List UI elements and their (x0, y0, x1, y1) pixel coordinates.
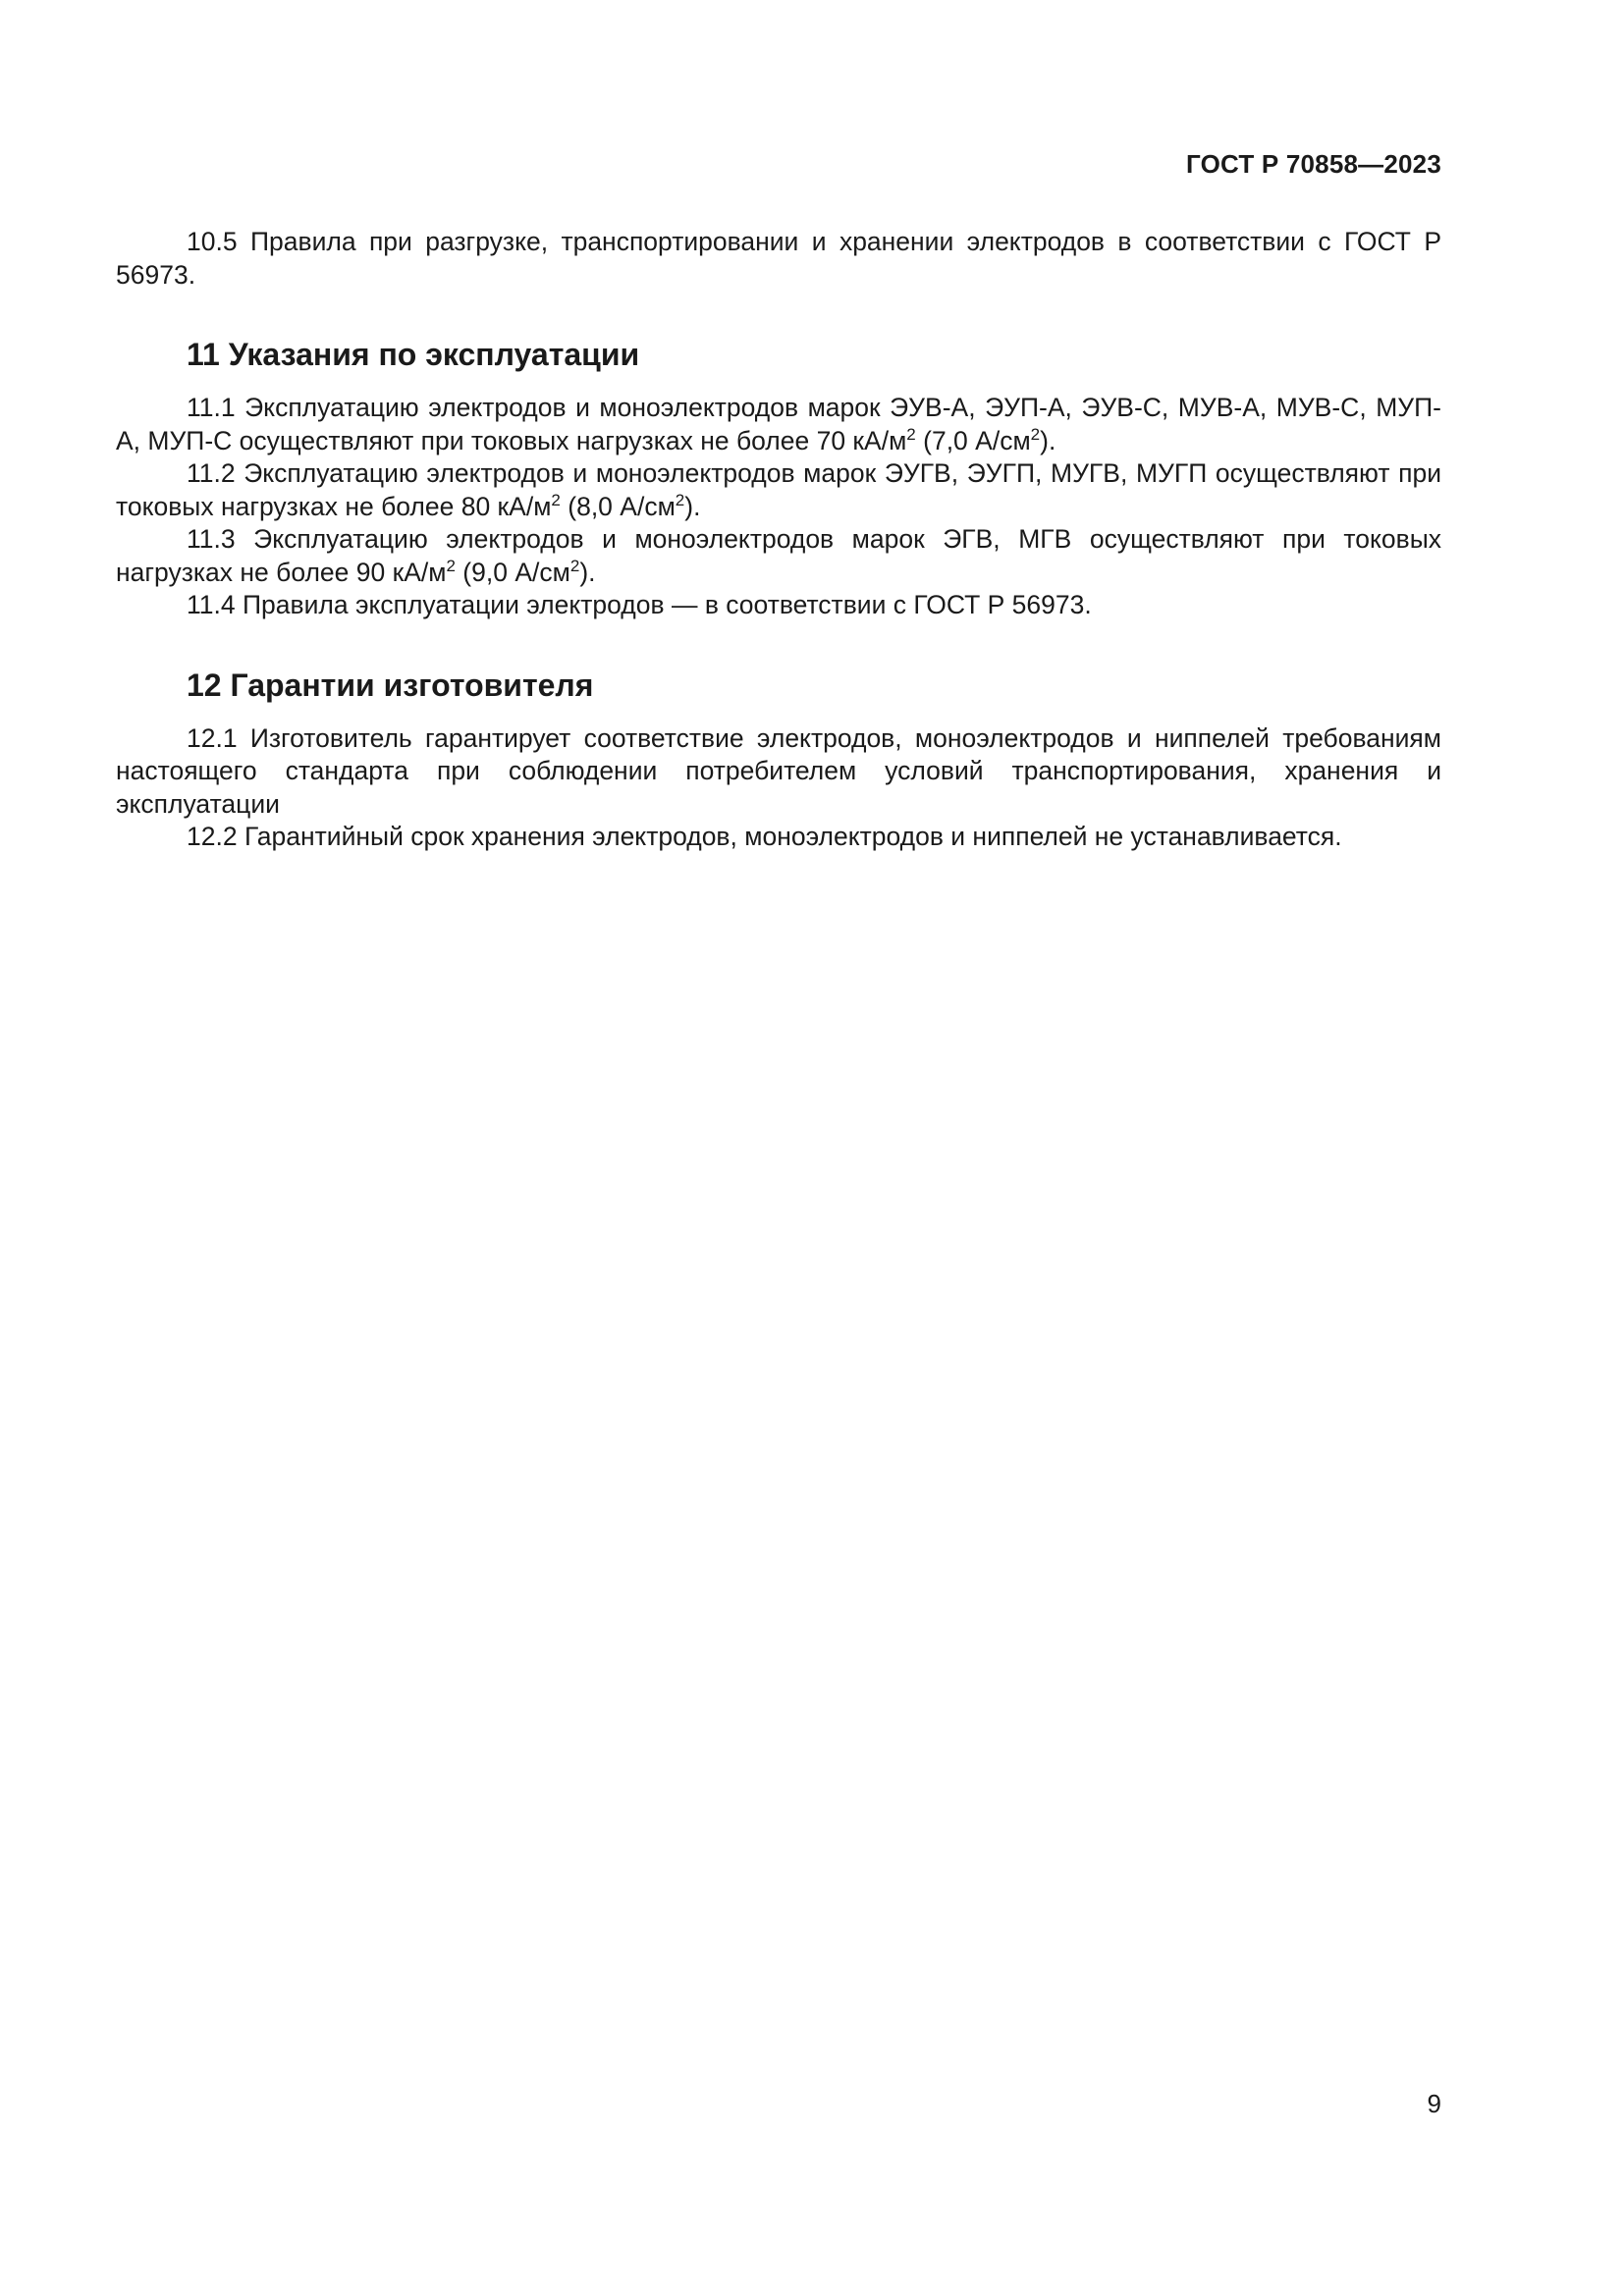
paragraph-11-2-text-end: ). (684, 491, 701, 521)
section-11-heading: 11 Указания по эксплуатации (187, 337, 640, 372)
paragraph-11-3-text: 11.3 Эксплуатацию электродов и моноэлектродов марок ЭГВ, МГВ осуществляют при токовых нагрузках не более 90 кА/м (116, 524, 1441, 587)
paragraph-11-2-text-cont: (8,0 А/см (560, 491, 676, 521)
superscript: 2 (569, 556, 580, 575)
superscript: 2 (551, 490, 561, 509)
superscript: 2 (446, 556, 456, 575)
paragraph-11-1 (116, 392, 1441, 457)
paragraph-11-1-text-end: ). (1040, 425, 1056, 455)
superscript: 2 (906, 424, 916, 444)
superscript: 2 (675, 490, 685, 509)
paragraph-11-3-text-end: ). (579, 557, 596, 587)
paragraph-11-3-text-cont: (9,0 А/см (455, 557, 570, 587)
document-code-header: ГОСТ Р 70858—2023 (1186, 149, 1441, 179)
paragraph-11-2-text: 11.2 Эксплуатацию электродов и моноэлектродов марок ЭУГВ, ЭУГП, МУГВ, МУГП осуществляют при токовых нагрузках не более 80 кА/м (116, 458, 1441, 521)
paragraph-10-5: 10.5 Правила при разгрузке, транспортировании и хранении электродов в соответствии с ГОСТ Р 56973. (116, 227, 1441, 290)
section-12-heading: 12 Гарантии изготовителя (187, 667, 594, 703)
page-number: 9 (1427, 2089, 1441, 2118)
paragraph-11-3 (116, 523, 1441, 589)
paragraph-11-2 (116, 457, 1441, 523)
superscript: 2 (1030, 424, 1041, 444)
paragraph-12-2: 12.2 Гарантийный срок хранения электродов, моноэлектродов и ниппелей не устанавливается. (187, 822, 1342, 851)
paragraph-12-1: 12.1 Изготовитель гарантирует соответствие электродов, моноэлектродов и ниппелей требованиям настоящего стандарта при соблюдении потребителем условий транспортирования, хранения и эксплуатации (116, 722, 1441, 819)
document-body (116, 226, 1441, 854)
paragraph-11-1-text: 11.1 Эксплуатацию электродов и моноэлектродов марок ЭУВ-А, ЭУП-А, ЭУВ-С, МУВ-А, МУВ-С, МУП-А, МУП-С осуществляют при токовых нагрузках не более 70 кА/м (116, 393, 1441, 455)
paragraph-11-1-text-cont: (7,0 А/см (915, 425, 1031, 455)
paragraph-11-4: 11.4 Правила эксплуатации электродов — в соответствии с ГОСТ Р 56973. (187, 590, 1092, 619)
